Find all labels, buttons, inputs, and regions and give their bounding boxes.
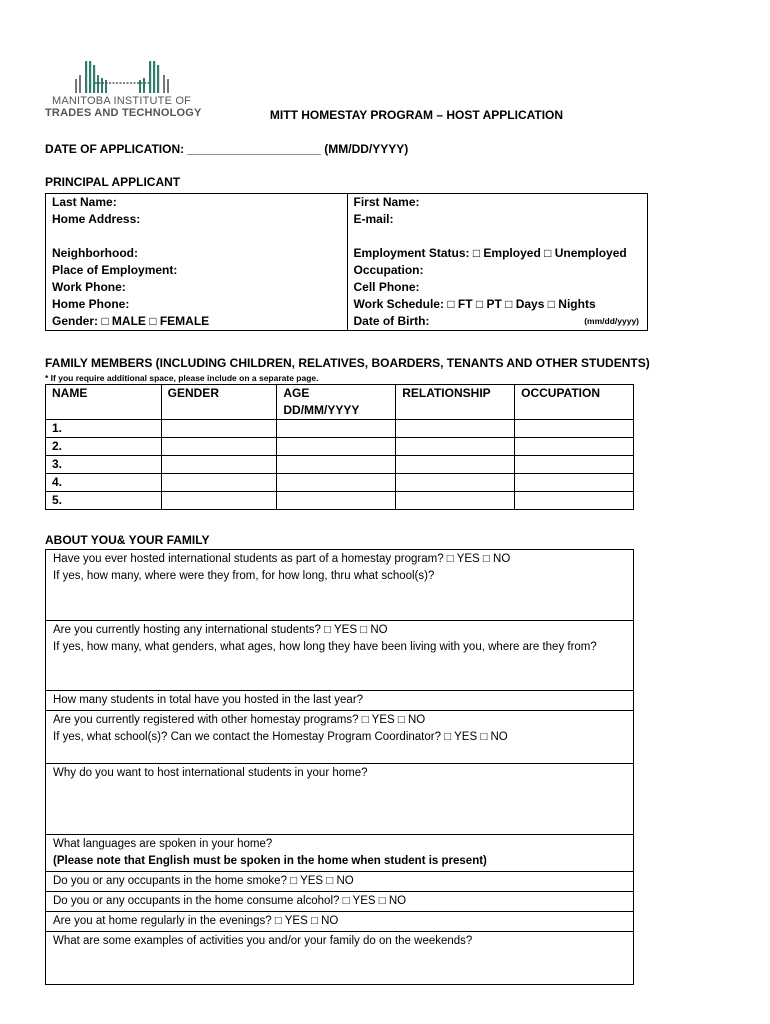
principal-applicant-table bbox=[45, 193, 648, 331]
column-header-age: AGE DD/MM/YYYY bbox=[277, 385, 396, 420]
other-programs-question[interactable] bbox=[46, 711, 634, 764]
form-title: MITT HOMESTAY PROGRAM – HOST APPLICATION bbox=[269, 108, 564, 122]
gender-cell[interactable] bbox=[161, 420, 277, 438]
hosted-before-question[interactable] bbox=[46, 550, 634, 621]
smoke-question[interactable]: Do you or any occupants in the home smoke? □ YES □ NO bbox=[46, 872, 634, 892]
row-number[interactable]: 4. bbox=[46, 474, 162, 492]
row-number[interactable]: 3. bbox=[46, 456, 162, 474]
principal-applicant-heading: PRINCIPAL APPLICANT bbox=[45, 175, 181, 189]
work-phone-field[interactable]: Work Phone: bbox=[46, 279, 348, 296]
relationship-cell[interactable] bbox=[396, 456, 515, 474]
relationship-cell[interactable] bbox=[396, 420, 515, 438]
place-of-employment-field[interactable]: Place of Employment: bbox=[46, 262, 348, 279]
email-field[interactable]: E-mail: bbox=[347, 211, 648, 245]
age-cell[interactable] bbox=[277, 420, 396, 438]
logo-text-line2: TRADES AND TECHNOLOGY bbox=[45, 107, 202, 119]
occupation-cell[interactable] bbox=[515, 438, 634, 456]
relationship-cell[interactable] bbox=[396, 492, 515, 510]
currently-hosting-details: If yes, how many, what genders, what ages, how long they have been living with you, where are they from? bbox=[53, 641, 597, 653]
family-table-header bbox=[46, 385, 634, 420]
occupation-cell[interactable] bbox=[515, 420, 634, 438]
age-cell[interactable] bbox=[277, 492, 396, 510]
date-of-application: DATE OF APPLICATION: ____________________ (MM/DD/YYYY) bbox=[45, 142, 409, 156]
row-number[interactable]: 2. bbox=[46, 438, 162, 456]
work-schedule-field[interactable]: Work Schedule: □ FT □ PT □ Days □ Nights bbox=[347, 296, 648, 313]
gender-cell[interactable] bbox=[161, 474, 277, 492]
age-cell[interactable] bbox=[277, 456, 396, 474]
column-header-relationship: RELATIONSHIP bbox=[396, 385, 515, 420]
languages-question[interactable] bbox=[46, 835, 634, 872]
occupation-field[interactable]: Occupation: bbox=[347, 262, 648, 279]
home-phone-field[interactable]: Home Phone: bbox=[46, 296, 348, 313]
family-members-heading: FAMILY MEMBERS (INCLUDING CHILDREN, RELATIVES, BOARDERS, TENANTS AND OTHER STUDENTS) bbox=[45, 356, 650, 370]
logo-text-line1: MANITOBA INSTITUTE OF bbox=[52, 95, 192, 107]
relationship-cell[interactable] bbox=[396, 474, 515, 492]
currently-hosting-question[interactable] bbox=[46, 621, 634, 691]
age-cell[interactable] bbox=[277, 438, 396, 456]
occupation-cell[interactable] bbox=[515, 456, 634, 474]
neighborhood-field[interactable]: Neighborhood: bbox=[46, 245, 348, 262]
hosted-before-text: Have you ever hosted international students as part of a homestay program? □ YES □ NO bbox=[53, 553, 511, 565]
occupation-cell[interactable] bbox=[515, 492, 634, 510]
about-you-table bbox=[45, 549, 634, 985]
table-row bbox=[46, 420, 634, 438]
date-of-birth-label: Date of Birth: bbox=[353, 314, 430, 328]
row-number[interactable]: 1. bbox=[46, 420, 162, 438]
weekend-activities-question[interactable]: What are some examples of activities you and/or your family do on the weekends? bbox=[46, 932, 634, 985]
occupation-cell[interactable] bbox=[515, 474, 634, 492]
first-name-field[interactable]: First Name: bbox=[347, 194, 648, 212]
hosted-before-details: If yes, how many, where were they from, for how long, thru what school(s)? bbox=[53, 570, 435, 582]
students-hosted-last-year-question[interactable]: How many students in total have you hosted in the last year? bbox=[46, 691, 634, 711]
alcohol-question[interactable]: Do you or any occupants in the home consume alcohol? □ YES □ NO bbox=[46, 892, 634, 912]
table-row bbox=[46, 438, 634, 456]
family-members-table bbox=[45, 384, 634, 510]
employment-status-field[interactable]: Employment Status: □ Employed □ Unemployed bbox=[347, 245, 648, 262]
dob-format-hint: (mm/dd/yyyy) bbox=[584, 316, 639, 326]
about-heading: ABOUT YOU& YOUR FAMILY bbox=[45, 533, 210, 547]
other-programs-text: Are you currently registered with other homestay programs? □ YES □ NO bbox=[53, 714, 426, 726]
gender-cell[interactable] bbox=[161, 438, 277, 456]
table-row bbox=[46, 456, 634, 474]
age-cell[interactable] bbox=[277, 474, 396, 492]
other-programs-details: If yes, what school(s)? Can we contact the Homestay Program Coordinator? □ YES □ NO bbox=[53, 731, 508, 743]
column-header-gender: GENDER bbox=[161, 385, 277, 420]
relationship-cell[interactable] bbox=[396, 438, 515, 456]
family-members-note: * If you require additional space, please include on a separate page. bbox=[45, 373, 319, 383]
column-header-occupation: OCCUPATION bbox=[515, 385, 634, 420]
table-row bbox=[46, 492, 634, 510]
evenings-question[interactable]: Are you at home regularly in the evenings? □ YES □ NO bbox=[46, 912, 634, 932]
currently-hosting-text: Are you currently hosting any international students? □ YES □ NO bbox=[53, 624, 388, 636]
row-number[interactable]: 5. bbox=[46, 492, 162, 510]
gender-cell[interactable] bbox=[161, 456, 277, 474]
home-address-field[interactable]: Home Address: bbox=[46, 211, 348, 245]
column-header-name: NAME bbox=[46, 385, 162, 420]
why-host-question[interactable]: Why do you want to host international students in your home? bbox=[46, 764, 634, 835]
cell-phone-field[interactable]: Cell Phone: bbox=[347, 279, 648, 296]
gender-field[interactable]: Gender: □ MALE □ FEMALE bbox=[46, 313, 348, 331]
gender-cell[interactable] bbox=[161, 492, 277, 510]
english-note: (Please note that English must be spoken in the home when student is present) bbox=[53, 855, 487, 867]
last-name-field[interactable]: Last Name: bbox=[46, 194, 348, 212]
languages-text: What languages are spoken in your home? bbox=[53, 838, 273, 850]
table-row bbox=[46, 474, 634, 492]
date-of-birth-field[interactable] bbox=[347, 313, 648, 331]
